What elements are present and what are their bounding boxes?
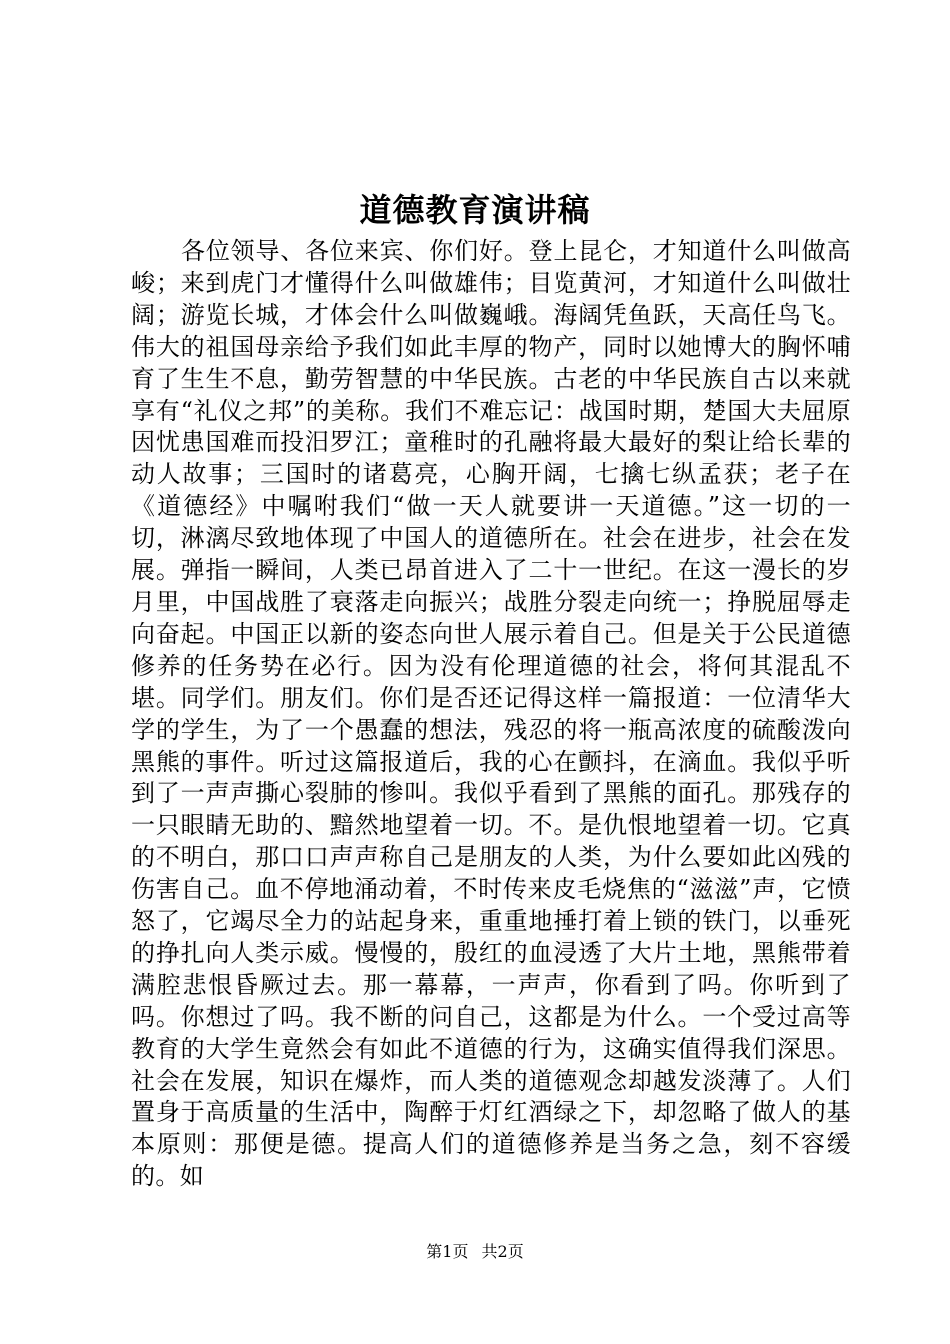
document-body: 各位领导、各位来宾、你们好。登上昆仑，才知道什么叫做高峻；来到虎门才懂得什么叫做雄伟；目览黄河，才知道什么叫做壮阔；游览长城，才体会什么叫做巍峨。海阔凭鱼跃，天高任鸟飞。伟大的祖国母亲给予我们如此丰厚的物产，同时以她博大的胸怀哺育了生生不息，勤劳智慧的中华民族。古老的中华民族自古以来就享有“礼仪之邦”的美称。我们不难忘记：战国时期，楚国大夫屈原因忧患国难而投汨罗江；童稚时的孔融将最大最好的梨让给长辈的动人故事；三国时的诸葛亮，心胸开阔，七擒七纵孟获；老子在《道德经》中嘱咐我们“做一天人就要讲一天道德。”这一切的一切，淋漓尽致地体现了中国人的道德所在。社会在进步，社会在发展。弹指一瞬间，人类已昂首进入了二十一世纪。在这一漫长的岁月里，中国战胜了衰落走向振兴；战胜分裂走向统一；挣脱屈辱走向奋起。中国正以新的姿态向世人展示着自己。但是关于公民道德修养的任务势在必行。因为没有伦理道德的社会，将何其混乱不堪。同学们。朋友们。你们是否还记得这样一篇报道：一位清华大学的学生，为了一个愚蠢的想法，残忍的将一瓶高浓度的硫酸泼向黑熊的事件。听过这篇报道后，我的心在颤抖，在滴血。我似乎听到了一声声撕心裂肺的惨叫。我似乎看到了黑熊的面孔。那残存的一只眼睛无助的、黯然地望着一切。不。是仇恨地望着一切。它真的不明白，那口口声声称自己是朋友的人类，为什么要如此凶残的伤害自己。血不停地涌动着，不时传来皮毛烧焦的“滋滋”声，它愤怒了，它竭尽全力的站起身来，重重地捶打着上锁的铁门，以垂死的挣扎向人类示威。慢慢的，殷红的血浸透了大片土地，黑熊带着满腔悲恨昏厥过去。那一幕幕，一声声，你看到了吗。你听到了吗。你想过了吗。我不断的问自己，这都是为什么。一个受过高等教育的大学生竟然会有如此不道德的行为，这确实值得我们深思。社会在发展，知识在爆炸，而人类的道德观念却越发淡薄了。人们置身于高质量的生活中，陶醉于灯红酒绿之下，却忽略了做人的基本原则：那便是德。提高人们的道德修养是当务之急，刻不容缓的。如: [131, 237, 851, 1191]
document-title: 道德教育演讲稿: [359, 191, 591, 229]
page-number: 第1页: [426, 1242, 469, 1261]
page-total: 共2页: [481, 1242, 524, 1261]
page-footer: [0, 1241, 950, 1263]
